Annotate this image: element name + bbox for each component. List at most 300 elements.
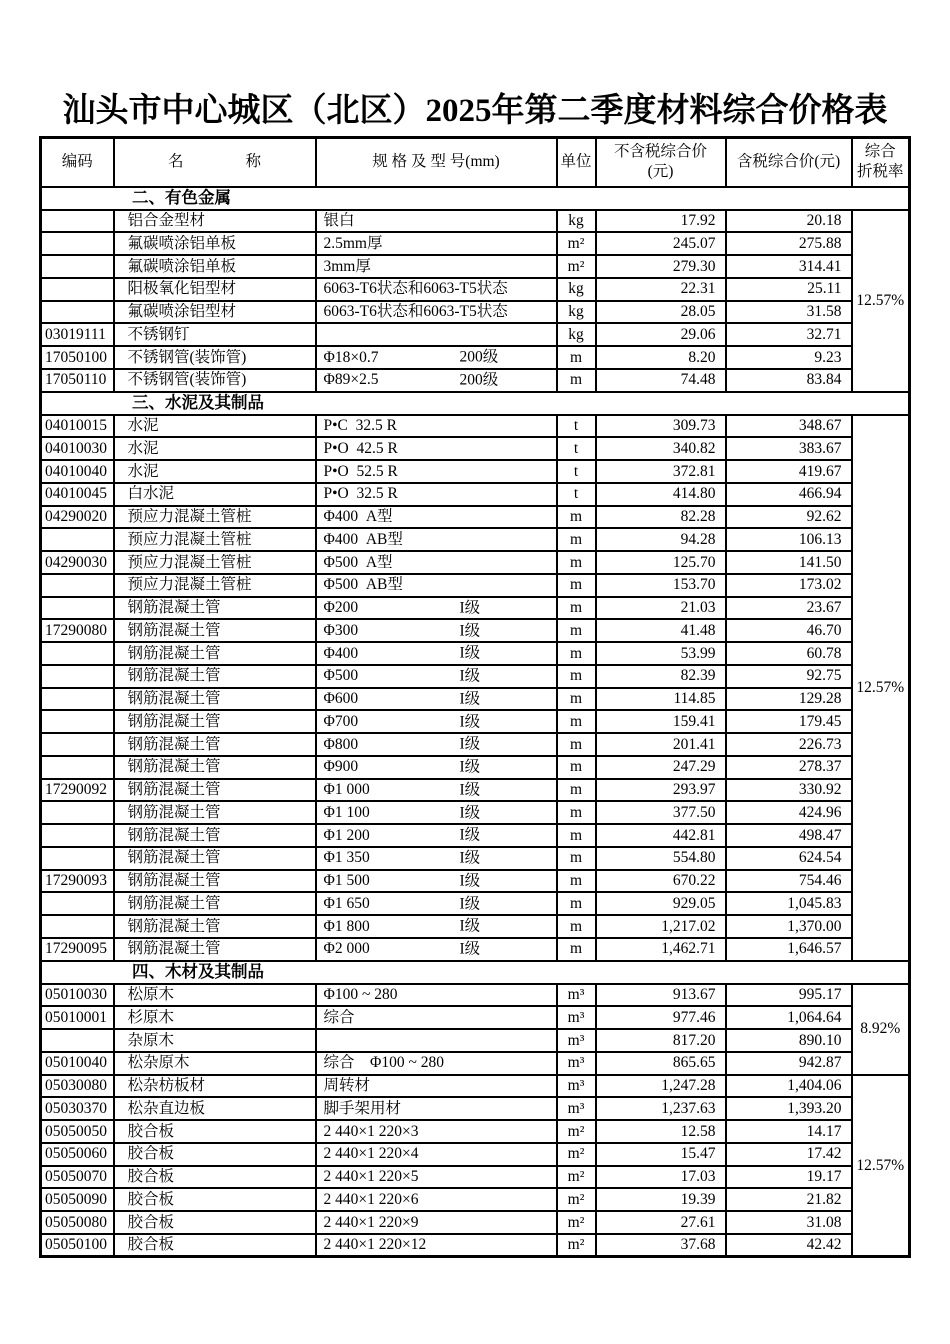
spec-cell <box>316 1075 557 1098</box>
header-row <box>41 138 910 187</box>
price-ex-cell: 159.41 <box>596 710 726 733</box>
spec-text: Φ400 AB型 <box>323 530 403 548</box>
code-cell <box>41 528 114 551</box>
spec-cell <box>316 437 557 460</box>
grade-text: I级 <box>459 599 481 617</box>
spec-cell <box>316 938 557 961</box>
code-cell: 17050110 <box>41 369 114 392</box>
spec-text: 周转材 <box>323 1077 371 1095</box>
spec-cell <box>316 415 557 438</box>
col-header-unit-label: 单位 <box>560 153 592 171</box>
price-inc-cell: 129.28 <box>726 688 852 711</box>
price-inc-cell: 890.10 <box>726 1029 852 1052</box>
price-ex-cell: 153.70 <box>596 574 726 597</box>
price-inc-cell: 17.42 <box>726 1143 852 1166</box>
spec-cell <box>316 779 557 802</box>
spec-text: 2 440×1 220×5 <box>323 1168 419 1186</box>
table-row <box>41 528 910 551</box>
spec-cell <box>316 619 557 642</box>
spec-cell <box>316 801 557 824</box>
spec-text: Φ700 <box>323 712 359 730</box>
spec-text: Φ500 A型 <box>323 553 393 571</box>
name-cell: 预应力混凝土管桩 <box>114 551 316 574</box>
table-row <box>41 1211 910 1234</box>
table-row <box>41 938 910 961</box>
grade-text: I级 <box>459 667 481 685</box>
code-cell <box>41 642 114 665</box>
price-ex-cell: 41.48 <box>596 619 726 642</box>
col-header-name-label: 名 称 <box>167 153 261 171</box>
code-cell: 05050050 <box>41 1120 114 1143</box>
code-cell: 17290093 <box>41 870 114 893</box>
unit-cell: m² <box>557 1120 596 1143</box>
name-cell: 不锈钢管(装饰管) <box>114 346 316 369</box>
price-ex-cell: 929.05 <box>596 892 726 915</box>
spec-cell <box>316 255 557 278</box>
unit-cell: kg <box>557 210 596 233</box>
price-ex-cell: 817.20 <box>596 1029 726 1052</box>
table-row <box>41 255 910 278</box>
name-cell: 钢筋混凝土管 <box>114 915 316 938</box>
table-row <box>41 1052 910 1075</box>
spec-cell <box>316 1006 557 1029</box>
code-cell: 17290095 <box>41 938 114 961</box>
price-inc-cell: 1,064.64 <box>726 1006 852 1029</box>
price-ex-cell: 15.47 <box>596 1143 726 1166</box>
spec-cell <box>316 642 557 665</box>
price-ex-cell: 29.06 <box>596 323 726 346</box>
price-inc-cell: 995.17 <box>726 984 852 1007</box>
spec-text: 6063-T6状态和6063-T5状态 <box>323 280 508 298</box>
code-cell: 05030370 <box>41 1097 114 1120</box>
table-row <box>41 415 910 438</box>
name-cell: 钢筋混凝土管 <box>114 801 316 824</box>
price-inc-cell: 9.23 <box>726 346 852 369</box>
col-header-tax <box>852 138 910 187</box>
name-cell: 预应力混凝土管桩 <box>114 506 316 529</box>
price-inc-cell: 1,045.83 <box>726 892 852 915</box>
code-cell: 05050090 <box>41 1188 114 1211</box>
col-header-price-inc <box>726 138 852 187</box>
table-row <box>41 574 910 597</box>
tax-rate-cell: 12.57% <box>852 1075 910 1257</box>
table-header <box>41 138 910 187</box>
name-cell: 钢筋混凝土管 <box>114 642 316 665</box>
price-inc-cell: 46.70 <box>726 619 852 642</box>
price-inc-cell: 754.46 <box>726 870 852 893</box>
table-row <box>41 506 910 529</box>
spec-text: Φ18×0.7 <box>323 348 379 366</box>
name-cell: 松原木 <box>114 984 316 1007</box>
unit-cell: m <box>557 892 596 915</box>
unit-cell: m <box>557 369 596 392</box>
section-title: 三、水泥及其制品 <box>41 392 910 415</box>
spec-cell <box>316 483 557 506</box>
spec-cell <box>316 915 557 938</box>
price-ex-cell: 19.39 <box>596 1188 726 1211</box>
price-inc-cell: 141.50 <box>726 551 852 574</box>
code-cell: 03019111 <box>41 323 114 346</box>
grade-text: I级 <box>459 712 481 730</box>
price-inc-cell: 419.67 <box>726 460 852 483</box>
price-inc-cell: 226.73 <box>726 733 852 756</box>
spec-text: Φ200 <box>323 599 359 617</box>
table-row <box>41 210 910 233</box>
spec-cell <box>316 984 557 1007</box>
spec-cell <box>316 1166 557 1189</box>
price-inc-cell: 92.75 <box>726 665 852 688</box>
price-ex-cell: 82.39 <box>596 665 726 688</box>
unit-cell: m³ <box>557 1097 596 1120</box>
spec-cell <box>316 665 557 688</box>
spec-cell <box>316 528 557 551</box>
name-cell: 钢筋混凝土管 <box>114 938 316 961</box>
price-inc-cell: 383.67 <box>726 437 852 460</box>
unit-cell: m² <box>557 232 596 255</box>
spec-text: Φ600 <box>323 690 359 708</box>
unit-cell: m <box>557 779 596 802</box>
price-inc-cell: 1,404.06 <box>726 1075 852 1098</box>
name-cell: 预应力混凝土管桩 <box>114 528 316 551</box>
spec-text: 2 440×1 220×6 <box>323 1190 419 1208</box>
name-cell: 钢筋混凝土管 <box>114 779 316 802</box>
name-cell: 氟碳喷涂铝单板 <box>114 255 316 278</box>
grade-text: I级 <box>459 735 481 753</box>
spec-text: P•O 32.5 R <box>323 485 398 503</box>
code-cell: 05030080 <box>41 1075 114 1098</box>
name-cell: 杂原木 <box>114 1029 316 1052</box>
name-cell: 胶合板 <box>114 1166 316 1189</box>
table-row <box>41 1029 910 1052</box>
spec-text: 综合 <box>323 1008 355 1026</box>
unit-cell: m <box>557 801 596 824</box>
spec-text: Φ1 500 <box>323 872 370 890</box>
col-header-code <box>41 138 114 187</box>
code-cell: 17290092 <box>41 779 114 802</box>
spec-cell <box>316 824 557 847</box>
name-cell: 钢筋混凝土管 <box>114 688 316 711</box>
spec-text: Φ400 A型 <box>323 508 393 526</box>
unit-cell: kg <box>557 301 596 324</box>
spec-cell <box>316 551 557 574</box>
grade-text: I级 <box>459 872 481 890</box>
col-header-price-ex <box>596 138 726 187</box>
name-cell: 松杂直边板 <box>114 1097 316 1120</box>
price-ex-cell: 22.31 <box>596 278 726 301</box>
spec-text: 2 440×1 220×4 <box>323 1145 419 1163</box>
name-cell: 钢筋混凝土管 <box>114 619 316 642</box>
name-cell: 钢筋混凝土管 <box>114 665 316 688</box>
grade-text: I级 <box>459 690 481 708</box>
spec-text: Φ2 000 <box>323 940 370 958</box>
price-ex-cell: 1,237.63 <box>596 1097 726 1120</box>
price-inc-cell: 179.45 <box>726 710 852 733</box>
spec-cell <box>316 733 557 756</box>
section-header-row <box>41 187 910 210</box>
name-cell: 氟碳喷涂铝型材 <box>114 301 316 324</box>
spec-cell <box>316 574 557 597</box>
price-ex-cell: 82.28 <box>596 506 726 529</box>
price-inc-cell: 20.18 <box>726 210 852 233</box>
price-ex-cell: 670.22 <box>596 870 726 893</box>
col-header-tax-line2: 折税率 <box>856 163 904 181</box>
col-header-name <box>114 138 316 187</box>
grade-text: I级 <box>459 826 481 844</box>
name-cell: 胶合板 <box>114 1188 316 1211</box>
name-cell: 胶合板 <box>114 1120 316 1143</box>
unit-cell: m <box>557 915 596 938</box>
section-header-row <box>41 961 910 984</box>
col-header-price-ex-line1: 不含税综合价 <box>613 143 707 161</box>
spec-text: P•O 42.5 R <box>323 439 398 457</box>
price-ex-cell: 8.20 <box>596 346 726 369</box>
table-row <box>41 779 910 802</box>
spec-cell <box>316 323 557 346</box>
price-ex-cell: 245.07 <box>596 232 726 255</box>
page-title: 汕头市中心城区（北区）2025年第二季度材料综合价格表 <box>62 93 888 129</box>
table-row <box>41 733 910 756</box>
unit-cell: m <box>557 528 596 551</box>
price-inc-cell: 42.42 <box>726 1234 852 1257</box>
price-table <box>39 136 911 1258</box>
price-ex-cell: 279.30 <box>596 255 726 278</box>
name-cell: 胶合板 <box>114 1143 316 1166</box>
table-row <box>41 460 910 483</box>
col-header-spec <box>316 138 557 187</box>
price-inc-cell: 498.47 <box>726 824 852 847</box>
name-cell: 白水泥 <box>114 483 316 506</box>
grade-text: I级 <box>459 758 481 776</box>
code-cell: 05050060 <box>41 1143 114 1166</box>
price-inc-cell: 23.67 <box>726 597 852 620</box>
price-inc-cell: 1,393.20 <box>726 1097 852 1120</box>
code-cell: 05050070 <box>41 1166 114 1189</box>
unit-cell: m <box>557 574 596 597</box>
grade-text: I级 <box>459 940 481 958</box>
price-inc-cell: 32.71 <box>726 323 852 346</box>
col-header-price-ex-line2: (元) <box>647 163 674 181</box>
tax-rate-cell: 12.57% <box>852 210 910 392</box>
spec-text: Φ1 100 <box>323 803 370 821</box>
price-ex-cell: 21.03 <box>596 597 726 620</box>
price-ex-cell: 247.29 <box>596 756 726 779</box>
col-header-price-inc-label: 含税综合价(元) <box>736 153 841 171</box>
col-header-spec-label: 规 格 及 型 号(mm) <box>372 153 500 171</box>
code-cell: 17290080 <box>41 619 114 642</box>
section-header-row <box>41 392 910 415</box>
price-inc-cell: 60.78 <box>726 642 852 665</box>
table-row <box>41 483 910 506</box>
spec-text: P•C 32.5 R <box>323 417 397 435</box>
spec-cell <box>316 892 557 915</box>
price-ex-cell: 442.81 <box>596 824 726 847</box>
price-ex-cell: 913.67 <box>596 984 726 1007</box>
name-cell: 钢筋混凝土管 <box>114 710 316 733</box>
name-cell: 杉原木 <box>114 1006 316 1029</box>
spec-text: Φ400 <box>323 644 359 662</box>
name-cell: 钢筋混凝土管 <box>114 733 316 756</box>
price-ex-cell: 114.85 <box>596 688 726 711</box>
table-row <box>41 642 910 665</box>
code-cell: 04290020 <box>41 506 114 529</box>
spec-text: 脚手架用材 <box>323 1099 402 1117</box>
table-row <box>41 301 910 324</box>
code-cell: 04010030 <box>41 437 114 460</box>
unit-cell: m <box>557 710 596 733</box>
section-title: 四、木材及其制品 <box>41 961 910 984</box>
unit-cell: m³ <box>557 1075 596 1098</box>
price-ex-cell: 94.28 <box>596 528 726 551</box>
price-ex-cell: 309.73 <box>596 415 726 438</box>
name-cell: 水泥 <box>114 460 316 483</box>
unit-cell: m <box>557 619 596 642</box>
price-inc-cell: 1,370.00 <box>726 915 852 938</box>
price-ex-cell: 74.48 <box>596 369 726 392</box>
price-ex-cell: 554.80 <box>596 847 726 870</box>
price-inc-cell: 25.11 <box>726 278 852 301</box>
unit-cell: m³ <box>557 1006 596 1029</box>
grade-text: I级 <box>459 781 481 799</box>
grade-text: 200级 <box>459 371 499 389</box>
price-ex-cell: 340.82 <box>596 437 726 460</box>
table-row <box>41 665 910 688</box>
unit-cell: m <box>557 688 596 711</box>
spec-text: Φ1 000 <box>323 781 370 799</box>
name-cell: 钢筋混凝土管 <box>114 847 316 870</box>
table-row <box>41 756 910 779</box>
price-ex-cell: 12.58 <box>596 1120 726 1143</box>
code-cell <box>41 210 114 233</box>
code-cell <box>41 255 114 278</box>
table-row <box>41 984 910 1007</box>
spec-cell <box>316 688 557 711</box>
code-cell <box>41 733 114 756</box>
name-cell: 钢筋混凝土管 <box>114 597 316 620</box>
price-ex-cell: 17.03 <box>596 1166 726 1189</box>
table-row <box>41 688 910 711</box>
spec-cell <box>316 1097 557 1120</box>
price-inc-cell: 275.88 <box>726 232 852 255</box>
table-row <box>41 619 910 642</box>
name-cell: 不锈钢钉 <box>114 323 316 346</box>
spec-text: Φ89×2.5 <box>323 371 379 389</box>
price-inc-cell: 278.37 <box>726 756 852 779</box>
unit-cell: m <box>557 642 596 665</box>
code-cell <box>41 301 114 324</box>
unit-cell: kg <box>557 323 596 346</box>
grade-text: I级 <box>459 621 481 639</box>
spec-text: Φ1 800 <box>323 917 370 935</box>
unit-cell: m <box>557 824 596 847</box>
code-cell <box>41 915 114 938</box>
spec-cell <box>316 1029 557 1052</box>
unit-cell: t <box>557 437 596 460</box>
spec-cell <box>316 460 557 483</box>
unit-cell: t <box>557 483 596 506</box>
spec-cell <box>316 369 557 392</box>
price-ex-cell: 377.50 <box>596 801 726 824</box>
spec-cell <box>316 1052 557 1075</box>
spec-cell <box>316 301 557 324</box>
code-cell <box>41 1029 114 1052</box>
code-cell: 05010001 <box>41 1006 114 1029</box>
price-inc-cell: 106.13 <box>726 528 852 551</box>
unit-cell: m <box>557 551 596 574</box>
spec-text: Φ500 AB型 <box>323 576 403 594</box>
price-ex-cell: 17.92 <box>596 210 726 233</box>
price-ex-cell: 1,462.71 <box>596 938 726 961</box>
grade-text: I级 <box>459 917 481 935</box>
spec-cell <box>316 506 557 529</box>
unit-cell: m <box>557 847 596 870</box>
name-cell: 松杂原木 <box>114 1052 316 1075</box>
code-cell: 05010040 <box>41 1052 114 1075</box>
table-row <box>41 892 910 915</box>
spec-text: 2 440×1 220×9 <box>323 1213 419 1231</box>
table-row <box>41 1097 910 1120</box>
name-cell: 胶合板 <box>114 1234 316 1257</box>
unit-cell: kg <box>557 278 596 301</box>
table-row <box>41 1234 910 1257</box>
price-ex-cell: 293.97 <box>596 779 726 802</box>
unit-cell: m <box>557 733 596 756</box>
price-inc-cell: 424.96 <box>726 801 852 824</box>
unit-cell: m³ <box>557 1029 596 1052</box>
code-cell <box>41 278 114 301</box>
price-ex-cell: 37.68 <box>596 1234 726 1257</box>
code-cell <box>41 824 114 847</box>
table-row <box>41 915 910 938</box>
spec-text: Φ1 650 <box>323 894 370 912</box>
section-title: 二、有色金属 <box>41 187 910 210</box>
name-cell: 水泥 <box>114 437 316 460</box>
spec-cell <box>316 1120 557 1143</box>
price-ex-cell: 125.70 <box>596 551 726 574</box>
name-cell: 氟碳喷涂铝单板 <box>114 232 316 255</box>
spec-cell <box>316 1234 557 1257</box>
table-row <box>41 551 910 574</box>
price-inc-cell: 624.54 <box>726 847 852 870</box>
name-cell: 钢筋混凝土管 <box>114 870 316 893</box>
price-ex-cell: 977.46 <box>596 1006 726 1029</box>
table-row <box>41 278 910 301</box>
spec-text: 6063-T6状态和6063-T5状态 <box>323 303 508 321</box>
price-ex-cell: 1,217.02 <box>596 915 726 938</box>
code-cell <box>41 597 114 620</box>
unit-cell: m² <box>557 255 596 278</box>
tax-rate-cell: 8.92% <box>852 984 910 1075</box>
spec-text: 银白 <box>323 212 355 230</box>
unit-cell: m³ <box>557 984 596 1007</box>
grade-text: I级 <box>459 849 481 867</box>
code-cell <box>41 232 114 255</box>
col-header-code-label: 编码 <box>61 153 93 171</box>
price-ex-cell: 28.05 <box>596 301 726 324</box>
col-header-unit <box>557 138 596 187</box>
table-row <box>41 1166 910 1189</box>
spec-text: Φ1 350 <box>323 849 370 867</box>
table-row <box>41 323 910 346</box>
price-inc-cell: 348.67 <box>726 415 852 438</box>
table-row <box>41 1006 910 1029</box>
unit-cell: t <box>557 415 596 438</box>
spec-cell <box>316 346 557 369</box>
spec-cell <box>316 232 557 255</box>
spec-cell <box>316 847 557 870</box>
unit-cell: m² <box>557 1143 596 1166</box>
code-cell <box>41 665 114 688</box>
code-cell <box>41 801 114 824</box>
